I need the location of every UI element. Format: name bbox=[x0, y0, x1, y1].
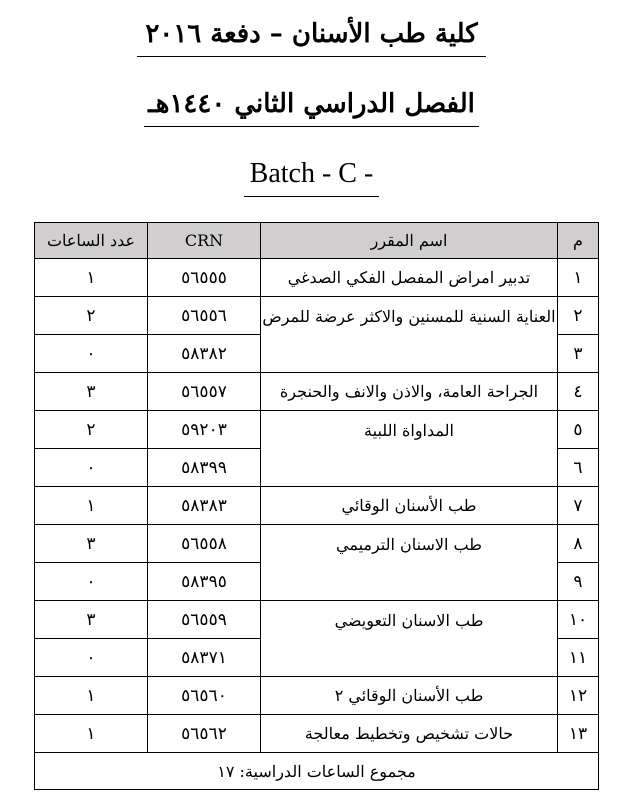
index-cell: ٩ bbox=[558, 563, 599, 601]
batch-label: Batch - C - bbox=[244, 152, 380, 197]
crn-cell: ٥٩٢٠٣ bbox=[148, 411, 261, 449]
crn-cell: ٥٨٣٧١ bbox=[148, 639, 261, 677]
table-row bbox=[35, 715, 599, 753]
crn-cell: ٥٦٥٦٠ bbox=[148, 677, 261, 715]
table-row bbox=[35, 373, 599, 411]
crn-cell: ٥٦٥٥٩ bbox=[148, 601, 261, 639]
total-hours: مجموع الساعات الدراسية: ١٧ bbox=[35, 753, 599, 790]
crn-cell: ٥٦٥٥٧ bbox=[148, 373, 261, 411]
course-cell: طب الاسنان الترميمي bbox=[261, 525, 558, 601]
index-cell: ١٢ bbox=[558, 677, 599, 715]
crn-cell: ٥٦٥٥٨ bbox=[148, 525, 261, 563]
crn-cell: ٥٨٣٨٣ bbox=[148, 487, 261, 525]
index-cell: ١٠ bbox=[558, 601, 599, 639]
crn-cell: ٥٨٣٨٢ bbox=[148, 335, 261, 373]
course-cell: تدبير امراض المفصل الفكي الصدغي bbox=[261, 259, 558, 297]
course-cell: الجراحة العامة، والاذن والانف والحنجرة bbox=[261, 373, 558, 411]
table-row bbox=[35, 297, 599, 335]
course-cell: طب الأسنان الوقائي ٢ bbox=[261, 677, 558, 715]
course-cell: طب الاسنان التعويضي bbox=[261, 601, 558, 677]
hours-cell: ٠ bbox=[35, 449, 148, 487]
hours-cell: ١ bbox=[35, 715, 148, 753]
hours-cell: ٣ bbox=[35, 601, 148, 639]
index-cell: ١١ bbox=[558, 639, 599, 677]
total-row bbox=[35, 753, 599, 790]
header-course: اسم المقرر bbox=[261, 223, 558, 259]
page-title bbox=[0, 12, 623, 57]
table-row bbox=[35, 259, 599, 297]
semester-heading bbox=[0, 82, 623, 127]
course-cell: المداواة اللبية bbox=[261, 411, 558, 487]
table-header-row bbox=[35, 223, 599, 259]
header-crn: CRN bbox=[148, 223, 261, 259]
index-cell: ٢ bbox=[558, 297, 599, 335]
table-row bbox=[35, 601, 599, 639]
hours-cell: ٢ bbox=[35, 297, 148, 335]
index-cell: ١ bbox=[558, 259, 599, 297]
hours-cell: ١ bbox=[35, 487, 148, 525]
hours-cell: ٣ bbox=[35, 525, 148, 563]
title-line-2: الفصل الدراسي الثاني ١٤٤٠هـ bbox=[144, 82, 479, 127]
table-row bbox=[35, 525, 599, 563]
index-cell: ٣ bbox=[558, 335, 599, 373]
hours-cell: ٢ bbox=[35, 411, 148, 449]
course-cell: طب الأسنان الوقائي bbox=[261, 487, 558, 525]
header-hours: عدد الساعات bbox=[35, 223, 148, 259]
hours-cell: ١ bbox=[35, 677, 148, 715]
hours-cell: ٣ bbox=[35, 373, 148, 411]
title-line-1: كلية طب الأسنان – دفعة ٢٠١٦ bbox=[137, 12, 485, 57]
course-cell: حالات تشخيص وتخطيط معالجة bbox=[261, 715, 558, 753]
hours-cell: ١ bbox=[35, 259, 148, 297]
index-cell: ٤ bbox=[558, 373, 599, 411]
course-cell: العناية السنية للمسنين والاكثر عرضة للمرض bbox=[261, 297, 558, 373]
hours-cell: ٠ bbox=[35, 563, 148, 601]
index-cell: ٥ bbox=[558, 411, 599, 449]
header-index: م bbox=[558, 223, 599, 259]
crn-cell: ٥٨٣٩٩ bbox=[148, 449, 261, 487]
index-cell: ٨ bbox=[558, 525, 599, 563]
hours-cell: ٠ bbox=[35, 639, 148, 677]
table-row bbox=[35, 487, 599, 525]
table-row bbox=[35, 677, 599, 715]
course-table bbox=[34, 222, 599, 790]
hours-cell: ٠ bbox=[35, 335, 148, 373]
crn-cell: ٥٦٥٥٦ bbox=[148, 297, 261, 335]
table-row bbox=[35, 411, 599, 449]
index-cell: ١٣ bbox=[558, 715, 599, 753]
crn-cell: ٥٨٣٩٥ bbox=[148, 563, 261, 601]
crn-cell: ٥٦٥٦٢ bbox=[148, 715, 261, 753]
index-cell: ٦ bbox=[558, 449, 599, 487]
index-cell: ٧ bbox=[558, 487, 599, 525]
batch-heading bbox=[0, 152, 623, 197]
crn-cell: ٥٦٥٥٥ bbox=[148, 259, 261, 297]
